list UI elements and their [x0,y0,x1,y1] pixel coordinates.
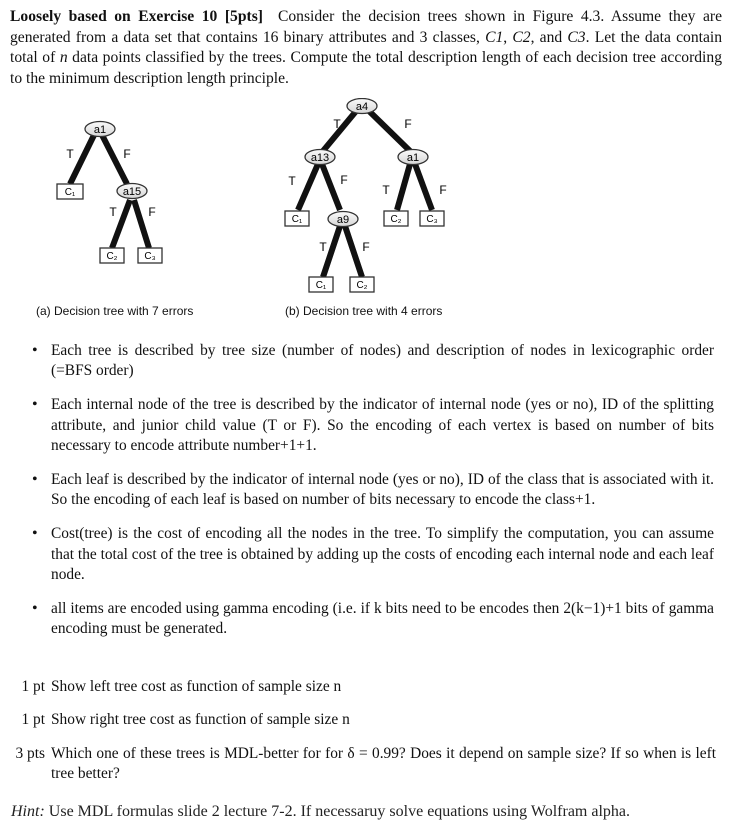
tree-b-label-t-4: T [319,240,327,254]
tree-b-leaf-c1-label: C₁ [291,214,303,225]
tree-b-edge-a9-right [345,226,362,277]
intro-text-2: . Let the data contain total of [10,28,723,66]
tree-a [57,122,162,264]
list-item: • Each tree is described by tree size (number of nodes) and description of nodes in lexicographic order (=BFS order) [32,341,714,381]
list-item: • all items are encoded using gamma encoding (i.e. if k bits need to be encodes then 2(k−1)+1 bits of gamma encoding must be generated. [32,599,714,639]
intro-sep-1: , [503,28,513,46]
tree-b-leaf-c1-2-label: C₁ [315,280,327,291]
tree-a-label-f: F [123,147,131,161]
intro-text-3: data points classified by the trees. Compute the total description length of each decision tree according to the minimum description length principle. [10,49,722,87]
class-c1: C1 [485,28,504,46]
tree-b-label-f-4: F [362,240,370,254]
question-2-text: Show right tree cost as function of sample size n [51,711,350,728]
tree-b-edge-a13-left [298,164,318,210]
tree-a-leaf-c3-label: C₃ [144,251,156,262]
tree-b-node-a1-label: a1 [406,152,420,164]
hint-label: Hint: [11,803,45,820]
question-3-text: Which one of these trees is MDL-better for for δ = 0.99? Does it depend on sample size? If so when is left tree better? [51,745,716,783]
tree-b-caption: (b) Decision tree with 4 errors [285,304,443,318]
instructions-list [32,341,714,639]
class-c3: C3 [567,28,586,46]
tree-a-label-t: T [66,147,74,161]
question-2-points: 1 pt [21,711,45,728]
tree-b-root-label: a4 [355,101,369,113]
tree-b-leaf-c3-label: C₃ [426,214,438,225]
hint-line [11,803,731,821]
tree-b-node-a13-label: a13 [310,152,330,164]
tree-a-root-label: a1 [93,124,107,136]
tree-a-caption: (a) Decision tree with 7 errors [36,304,194,318]
problem-title: Loosely based on Exercise 10 [5pts] [10,8,263,25]
tree-b-label-t-3: T [382,183,390,197]
tree-a-node-a15-label: a15 [122,186,142,198]
tree-b [285,99,447,293]
tree-b-label-f-1: F [404,117,412,131]
tree-a-label-f-2: F [148,205,156,219]
tree-b-leaf-c2-2-label: C₂ [356,280,368,291]
question-3-points: 3 pts [15,745,45,762]
hint-text: Use MDL formulas slide 2 lecture 7-2. If necessaruy solve equations using Wolfram alpha. [44,803,631,820]
tree-b-node-a9-label: a9 [336,214,350,226]
list-item: • Each internal node of the tree is described by the indicator of internal node (yes or no), ID of the splitting attribute, and junior child value (T or F). So the encoding of each vertex is based on number of bits necessary to encode attribute number+1+1. [32,395,714,456]
intro-sep-2: , and [530,28,568,46]
tree-b-edge-a1-right [415,164,432,210]
tree-b-edge-a1-left [397,164,410,210]
tree-a-label-t-2: T [109,205,117,219]
list-item: • Each leaf is described by the indicator of internal node (yes or no), ID of the class that is associated with it. So the encoding of each leaf is based on number of bits necessary to encode the class+1. [32,470,714,510]
intro-text-1: Consider the decision trees shown in Figure 4.3. Assume they are generated from a data set that contains 16 binary attributes and 3 classes, [10,8,722,46]
tree-a-edge-left [70,131,96,184]
tree-a-edge-right-2 [134,200,149,248]
tree-a-leaf-c2-label: C₂ [106,251,118,262]
question-1-points: 1 pt [21,678,45,695]
tree-b-edge-a13-right [322,164,340,210]
class-c2: C2 [512,28,531,46]
decision-trees-figure [0,98,738,308]
tree-a-leaf-c1-label: C₁ [64,187,76,198]
list-item: • Cost(tree) is the cost of encoding all the nodes in the tree. To simplify the computation, you can assume that the total cost of the tree is obtained by adding up the costs of encoding each internal node and each leaf node. [32,524,714,585]
tree-b-label-t-2: T [288,174,296,188]
tree-b-label-f-2: F [340,173,348,187]
variable-n: n [59,49,68,66]
problem-statement [10,7,722,89]
question-1-text: Show left tree cost as function of sample size n [51,678,342,695]
tree-b-label-f-3: F [439,183,447,197]
tree-b-label-t-1: T [333,117,341,131]
tree-b-leaf-c2-label: C₂ [390,214,402,225]
